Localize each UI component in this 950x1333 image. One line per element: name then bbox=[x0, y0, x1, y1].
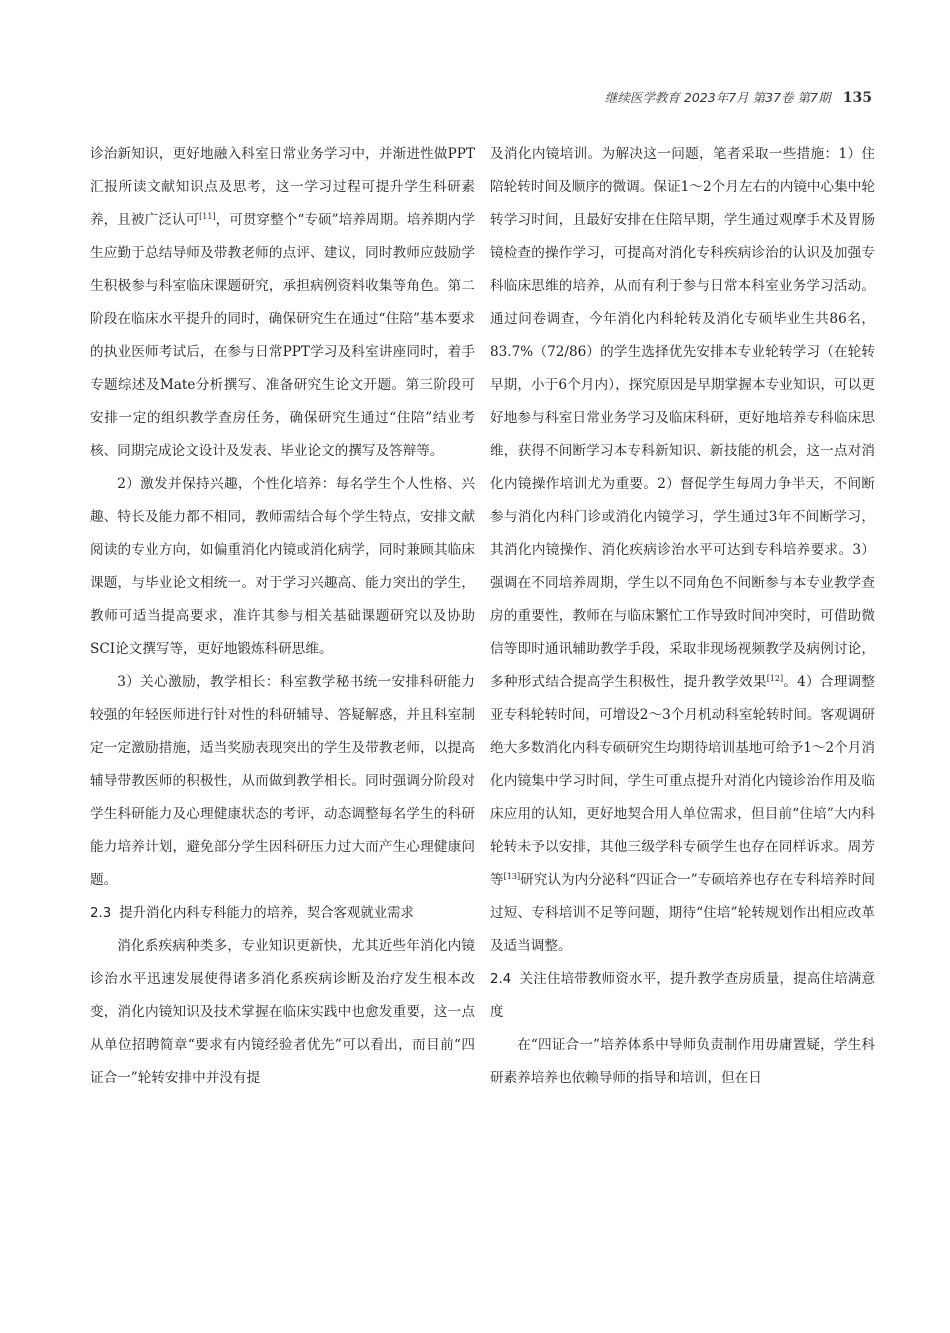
paragraph-digestive-endoscopy: 消化系疾病种类多，专业知识更新快，尤其近些年消化内镜诊治水平迅速发展使得诸多消化系疾病诊断及治疗发生根本改变，消化内镜知识及技术掌握在临床实践中也愈发重要，这一点从单位招聘简章“要求有内镜经验者优先”可以看出，而目前“四证合一”轮转安排中并没有提 bbox=[90, 938, 475, 1086]
section-number: 2.4 bbox=[490, 972, 512, 987]
paragraph-training-stages bbox=[90, 138, 475, 468]
journal-citation: 继续医学教育 2023年7月 第37卷 第7期 bbox=[604, 90, 831, 105]
citation-ref: [12] bbox=[766, 674, 784, 683]
section-heading-2-4 bbox=[490, 963, 875, 1029]
text-run: ，可贯穿整个“专硕”培养周期。培养期内学生应勤于总结导师及带教老师的点评、建议，同时教师应鼓励学生积极参与科室临床课题研究，承担病例资料收集等角色。第二阶段在临床水平提升的同时，确保研究生在通过“住陪”基本要求的执业医师考试后，在参与日常PPT学习及科室讲座同时，着手专题综述及Mate分析撰写、准备研究生论文开题。第三阶段可安排一定的组织教学查房任务，确保研究生通过“住陪”结业考核、同期完成论文设计及发表、毕业论文的撰写及答辩等。 bbox=[90, 212, 475, 459]
section-title: 提升消化内科专科能力的培养，契合客观就业需求 bbox=[119, 906, 414, 921]
citation-ref: [13] bbox=[503, 872, 521, 881]
paragraph-motivation: 3）关心激励，教学相长：科室教学秘书统一安排科研能力较强的年轻医师进行针对性的科研辅导、答疑解惑，并且科室制定一定激励措施，适当奖励表现突出的学生及带教老师，以提高辅导带教医师的积极性，从而做到教学相长。同时强调分阶段对学生科研能力及心理健康状态的考评，动态调整每名学生的科研能力培养计划，避免部分学生因科研压力过大而产生心理健康问题。 bbox=[90, 674, 475, 888]
paragraph-measures bbox=[490, 138, 875, 963]
text-run: 诊治新知识，更好地融入科室日常业务学习中，并渐进性做PPT汇报所读文献知识点及思考，这一学习过程可提升学生科研素养，且被广泛认可 bbox=[90, 146, 475, 228]
right-column bbox=[490, 138, 875, 1095]
paragraph-supervisor: 在“四证合一”培养体系中导师负责制作用毋庸置疑，学生科研素养培养也依赖导师的指导和培训，但在日 bbox=[490, 1037, 875, 1086]
paragraph-interest: 2）激发并保持兴趣，个性化培养：每名学生个人性格、兴趣、特长及能力都不相同，教师需结合每个学生特点，安排文献阅读的专业方向，如偏重消化内镜或消化病学，同时兼顾其临床课题，与毕业论文相统一。对于学习兴趣高、能力突出的学生，教师可适当提高要求，准许其参与相关基础课题研究以及协助SCI论文撰写等，更好地锻炼科研思维。 bbox=[90, 476, 475, 657]
text-run: 及消化内镜培训。为解决这一问题，笔者采取一些措施：1）住陪轮转时间及顺序的微调。保证1～2个月左右的内镜中心集中轮转学习时间，且最好安排在住陪早期，学生通过观摩手术及胃肠镜检查的操作学习，可提高对消化专科疾病诊治的认识及加强专科临床思维的培养，从而有利于参与日常本科室业务学习活动。通过问卷调查，今年消化内科轮转及消化专硕毕业生共86名，83.7%（72/86）的学生选择优先安排本专业轮转学习（在轮转早期，小于6个月内），探究原因是早期掌握本专业知识，可以更好地参与科室日常业务学习及临床科研，更好地培养专科临床思维，获得不间断学习本专科新知识、新技能的机会，这一点对消化内镜操作培训尤为重要。2）督促学生每周力争半天，不间断参与消化内科门诊或消化内镜学习，学生通过3年不间断学习，其消化内镜操作、消化疾病诊治水平可达到专科培养要求。3）强调在不同培养周期，学生以不同角色不间断参与本专业教学查房的重要性，教师在与临床繁忙工作导致时间冲突时，可借助微信等即时通讯辅助教学手段，采取非现场视频教学及病例讨论，多种形式结合提高学生积极性，提升教学效果 bbox=[490, 146, 875, 690]
left-column bbox=[90, 138, 475, 1095]
text-run: 。4）合理调整亚专科轮转时间，可增设2～3个月机动科室轮转时间。客观调研绝大多数消化内科专硕研究生均期待培训基地可给予1～2个月消化内镜集中学习时间，学生可重点提升对消化内镜诊治作用及临床应用的认知，更好地契合用人单位需求，但目前“住培”大内科轮转未予以安排，其他三级学科专硕学生也存在同样诉求。周芳等 bbox=[490, 674, 876, 888]
citation-ref: [11] bbox=[199, 212, 216, 221]
section-number: 2.3 bbox=[90, 906, 112, 921]
text-run: 研究认为内分泌科“四证合一”专硕培养也存在专科培养时间过短、专科培训不足等问题，期待“住培”轮转规划作出相应改革及适当调整。 bbox=[490, 872, 875, 954]
page-number: 135 bbox=[842, 90, 872, 106]
section-title: 关注住培带教师资水平，提升教学查房质量，提高住培满意度 bbox=[490, 972, 875, 1020]
section-heading-2-3 bbox=[90, 897, 475, 930]
running-header bbox=[605, 88, 872, 106]
